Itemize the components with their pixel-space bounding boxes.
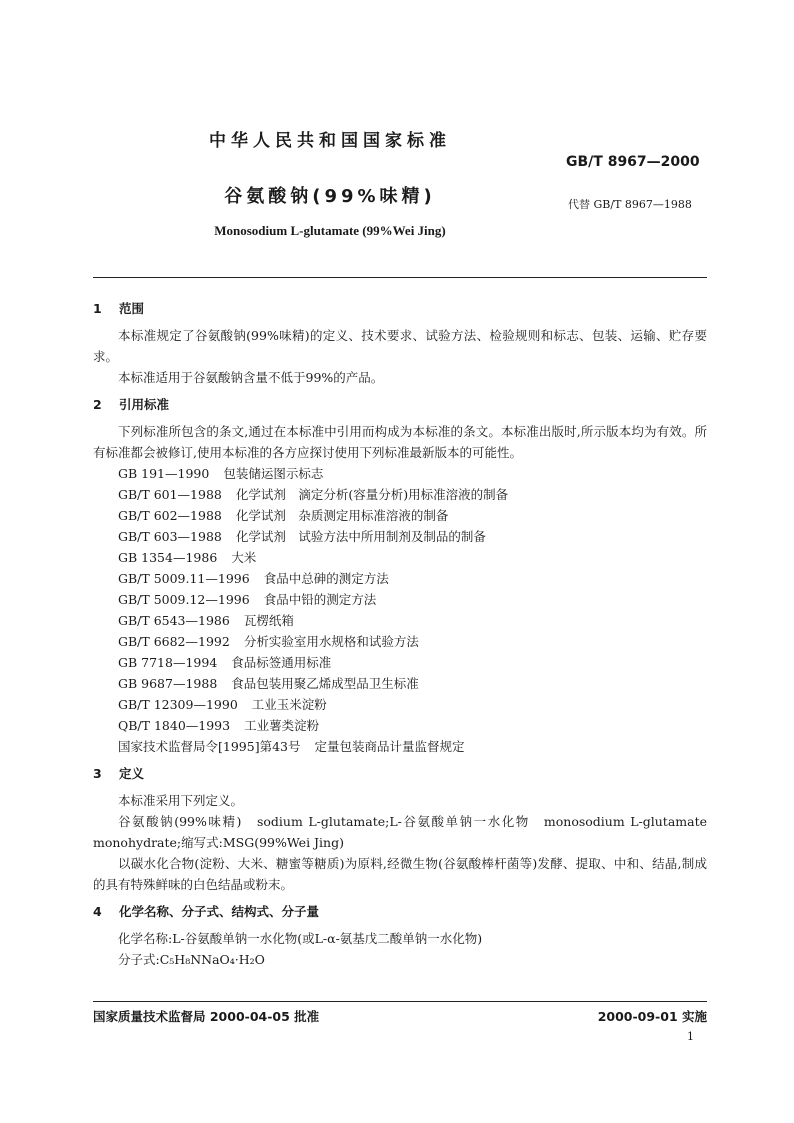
reference-item [93,526,707,547]
reference-code: GB/T 602—1988 [118,508,222,523]
document-title-en: Monosodium L-glutamate (99%Wei Jing) [214,223,446,238]
page-number: 1 [687,1030,694,1043]
reference-item [93,505,707,526]
paragraph: 本标准适用于谷氨酸钠含量不低于99%的产品。 [118,370,384,385]
reference-title: 食品包装用聚乙烯成型品卫生标准 [231,676,419,691]
document-title-cn: 谷氨酸钠(99%味精) [224,186,436,207]
section-title: 引用标准 [119,397,170,412]
section-number: 3 [93,766,102,781]
reference-code: GB/T 12309—1990 [118,697,238,712]
reference-item [93,547,707,568]
paragraph: 下列标准所包含的条文,通过在本标准中引用而构成为本标准的条文。本标准出版时,所示版本均为有效。所有标准都会被修订,使用本标准的各方应探讨使用下列标准最新版本的可能性。 [93,424,707,460]
reference-title: 分析实验室用水规格和试验方法 [243,634,419,649]
reference-item [93,631,707,652]
paragraph: 本标准采用下列定义。 [118,793,244,808]
section-heading-scope [93,298,707,319]
paragraph: 化学名称:L-谷氨酸单钠一水化物(或L-α-氨基戊二酸单钠一水化物) [118,931,483,946]
section-heading-normative-references [93,394,707,415]
section-heading-chemical-info [93,901,707,922]
standard-number: GB/T 8967—2000 [566,154,700,170]
reference-code: GB/T 5009.11—1996 [118,571,250,586]
reference-item [93,694,707,715]
reference-title: 食品中总砷的测定方法 [263,571,389,586]
reference-code: GB 7718—1994 [118,655,218,670]
reference-title: 大米 [231,550,257,565]
paragraph: 谷氨酸钠(99%味精) sodium L-glutamate;L-谷氨酸单钠一水化物 monosodium L-glutamate monohydrate;缩写式:MSG(99%Wei Jing) [93,814,707,850]
reference-title: 食品中铅的测定方法 [263,592,377,607]
reference-code: GB/T 6543—1986 [118,613,230,628]
reference-code: GB/T 603—1988 [118,529,222,544]
reference-item [93,652,707,673]
reference-code: GB 9687—1988 [118,676,218,691]
reference-title: 化学试剂 试验方法中所用制剂及制品的制备 [235,529,486,544]
section-title: 化学名称、分子式、结构式、分子量 [119,904,320,919]
reference-title: 定量包装商品计量监督规定 [314,739,465,754]
reference-code: GB/T 601—1988 [118,487,222,502]
document-body [93,298,707,970]
reference-code: GB 191—1990 [118,466,210,481]
section-number: 1 [93,301,102,316]
reference-item [93,568,707,589]
national-standard-heading: 中华人民共和国国家标准 [209,131,451,151]
reference-title: 工业玉米淀粉 [251,697,327,712]
section-number: 2 [93,397,102,412]
reference-item [93,610,707,631]
reference-item [93,484,707,505]
reference-title: 化学试剂 滴定分析(容量分析)用标准溶液的制备 [235,487,509,502]
approval-date: 国家质量技术监督局 2000-04-05 批准 [93,1009,320,1024]
reference-item [93,736,707,757]
implementation-date: 2000-09-01 实施 [597,1009,707,1024]
reference-title: 瓦楞纸箱 [243,613,294,628]
section-heading-definitions [93,763,707,784]
reference-title: 化学试剂 杂质测定用标准溶液的制备 [235,508,449,523]
section-number: 4 [93,904,102,919]
paragraph: 分子式:C₅H₈NNaO₄·H₂O [118,952,265,967]
reference-item [93,589,707,610]
reference-code: QB/T 1840—1993 [118,718,231,733]
reference-item [93,715,707,736]
paragraph: 以碳水化合物(淀粉、大米、糖蜜等糖质)为原料,经微生物(谷氨酸棒杆菌等)发酵、提取、中和、结晶,制成的具有特殊鲜味的白色结晶或粉末。 [93,856,707,892]
reference-code: 国家技术监督局令[1995]第43号 [118,739,301,754]
section-title: 定义 [119,766,145,781]
header-divider [93,277,707,278]
footer-divider [93,1001,707,1002]
paragraph: 本标准规定了谷氨酸钠(99%味精)的定义、技术要求、试验方法、检验规则和标志、包装、运输、贮存要求。 [93,328,707,364]
reference-code: GB 1354—1986 [118,550,218,565]
reference-title: 包装储运图示标志 [223,466,324,481]
reference-code: GB/T 5009.12—1996 [118,592,250,607]
reference-item [93,673,707,694]
reference-item [93,463,707,484]
reference-title: 工业薯类淀粉 [244,718,320,733]
reference-code: GB/T 6682—1992 [118,634,230,649]
reference-title: 食品标签通用标准 [231,655,332,670]
replaces-standard: 代替 GB/T 8967—1988 [568,198,692,211]
section-title: 范围 [119,301,145,316]
